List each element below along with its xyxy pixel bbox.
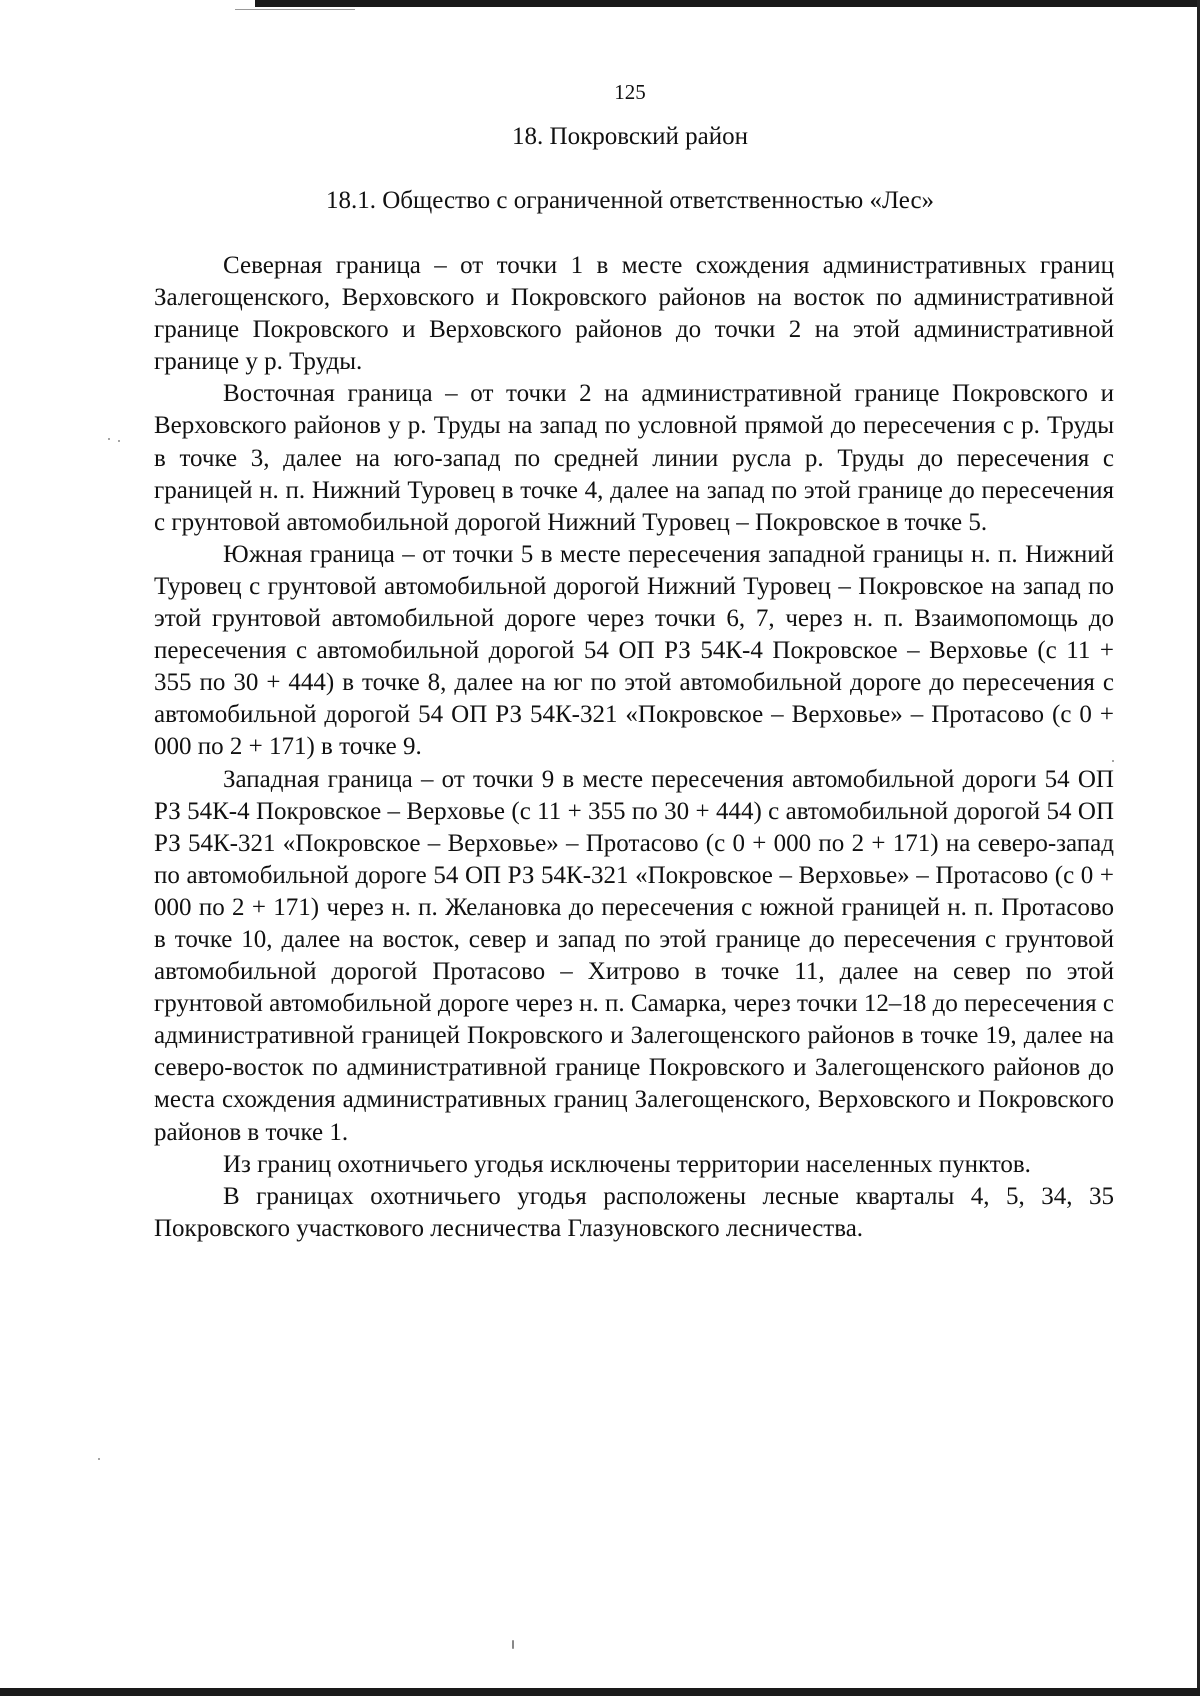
paragraph-west-boundary: Западная граница – от точки 9 в месте пересечения автомобильной дороги 54 ОП РЗ 54К-4 Покровское – Верховье (с 11 + 355 по 30 + 444) с автомобильной дорогой 54 ОП РЗ 54К-321 «Покровское – Верховье» – Протасово (с 0 + 000 по 2 + 171) на северо-запад по автомобильной дороге 54 ОП РЗ 54К-321 «Покровское – Верховье» – Протасово (с 0 + 000 по 2 + 171) через н. п. Желановка до пересечения с южной границей н. п. Протасово в точке 10, далее на восток, север и запад по этой границе до пересечения с грунтовой автомобильной дорогой Протасово – Хитрово в точке 11, далее на север по этой грунтовой автомобильной дороге через н. п. Самарка, через точки 12–18 до пересечения с административной границей Покровского и Залегощенского районов в точке 19, далее на северо-восток по административной границе Покровского и Залегощенского районов до места схождения административных границ Залегощенского, Верховского и Покровского районов в точке 1.	[154, 765, 1114, 1146]
paragraph-exclusions: Из границ охотничьего угодья исключены территории населенных пунктов.	[223, 1150, 1031, 1178]
paragraph-east-boundary: Восточная граница – от точки 2 на административной границе Покровского и Верховского районов у р. Труды на запад по условной прямой до пересечения с р. Труды в точке 3, далее на юго-запад по средней линии русла р. Труды до пересечения с границей н. п. Нижний Туровец в точке 4, далее на запад по этой границе до пересечения с грунтовой автомобильной дорогой Нижний Туровец – Покровское в точке 5.	[154, 380, 1114, 536]
scan-speck	[108, 438, 110, 440]
paragraph-north-boundary: Северная граница – от точки 1 в месте схождения административных границ Залегощенского, Верховского и Покровского районов на восток по административной границе Покровского и Верховского районов до точки 2 на этой административной границе у р. Труды.	[154, 252, 1114, 376]
paragraph-south-boundary: Южная граница – от точки 5 в месте пересечения западной границы н. п. Нижний Туровец с грунтовой автомобильной дорогой Нижний Туровец – Покровское на запад по этой грунтовой автомобильной дороге через точки 6, 7, через н. п. Взаимопомощь до пересечения с автомобильной дорогой 54 ОП РЗ 54К-4 Покровское – Верховье (с 11 + 355 по 30 + 444) в точке 8, далее на юг по этой автомобильной дороге до пересечения с автомобильной дорогой 54 ОП РЗ 54К-321 «Покровское – Верховье» – Протасово (с 0 + 000 по 2 + 171) в точке 9.	[154, 540, 1114, 761]
scan-bottom-border	[0, 1688, 1200, 1696]
scan-top-border	[255, 0, 1200, 7]
paragraph-forest-quarters: В границах охотничьего угодья расположены лесные кварталы 4, 5, 34, 35 Покровского участкового лесничества Глазуновского лесничества.	[154, 1182, 1114, 1242]
section-title: 18. Покровский район	[512, 123, 748, 150]
scan-speck	[512, 1640, 514, 1649]
scan-speck	[1112, 760, 1114, 762]
subsection-title: 18.1. Общество с ограниченной ответственностью «Лес»	[325, 187, 935, 214]
document-body	[154, 250, 1114, 1245]
scan-speck	[98, 1458, 100, 1460]
page-number: 125	[614, 80, 646, 104]
scan-speck	[118, 440, 120, 442]
